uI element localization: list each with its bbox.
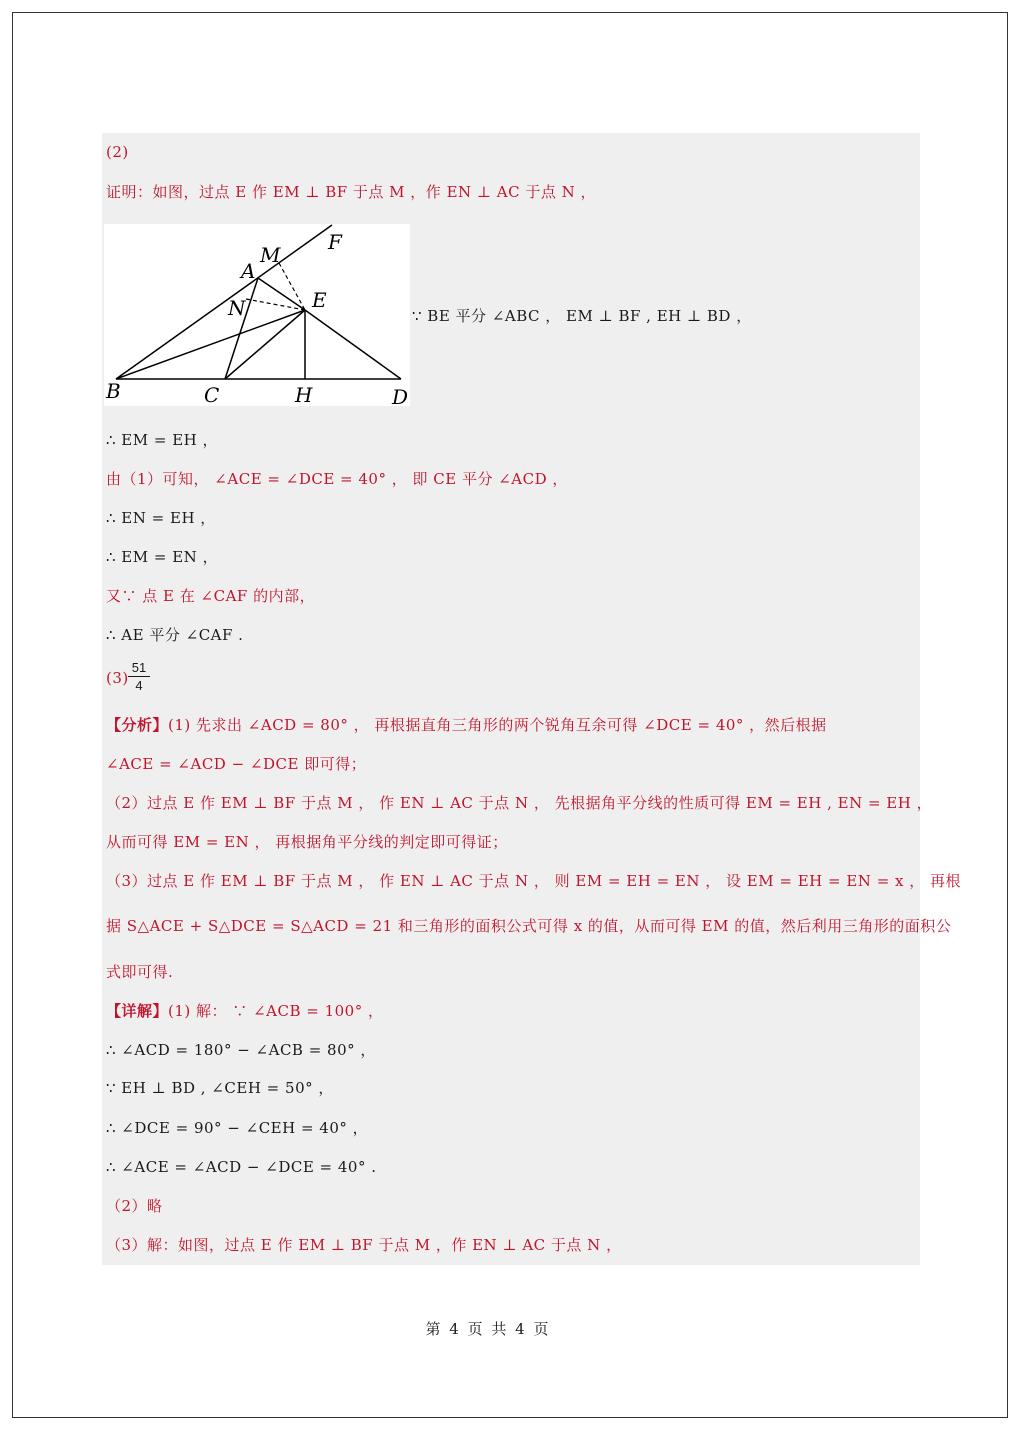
proof-intro: 证明：如图，过点 E 作 EM ⊥ BF 于点 M ，作 EN ⊥ AC 于点 N ，	[106, 183, 597, 201]
part2-heading: (2)	[106, 143, 129, 161]
analysis-tag: 【分析】	[106, 716, 169, 734]
label-a: A	[241, 259, 256, 283]
detail-line-7: （3）解：如图，过点 E 作 EM ⊥ BF 于点 M ，作 EN ⊥ AC 于点 N ，	[106, 1236, 622, 1254]
side-text	[412, 306, 752, 326]
detail-text-1: (1) 解： ∵ ∠ACB = 100° ，	[168, 1002, 384, 1020]
label-n: N	[228, 296, 246, 320]
detail-line-1	[106, 1001, 383, 1021]
step-1: ∴ EM = EH ，	[106, 431, 219, 449]
label-c: C	[204, 383, 220, 406]
step-2: 由（1）可知， ∠ACE = ∠DCE = 40° ， 即 CE 平分 ∠ACD ，	[106, 470, 568, 488]
analysis-line-1	[106, 715, 827, 735]
analysis-line-3: （2）过点 E 作 EM ⊥ BF 于点 M ， 作 EN ⊥ AC 于点 N ， 先根据角平分线的性质可得 EM = EH , EN = EH ，	[106, 794, 933, 812]
detail-tag: 【详解】	[106, 1002, 169, 1020]
label-h: H	[295, 383, 313, 406]
step-6: ∴ AE 平分 ∠CAF .	[106, 626, 244, 644]
step-4: ∴ EM = EN ，	[106, 548, 219, 566]
detail-line-6: （2）略	[106, 1197, 163, 1215]
analysis-text-1: (1) 先求出 ∠ACD = 80° ， 再根据直角三角形的两个锐角互余可得 ∠DCE = 40° ，然后根据	[168, 716, 827, 734]
line-bf	[116, 225, 332, 379]
detail-line-3: ∵ EH ⊥ BD , ∠CEH = 50° ，	[106, 1079, 334, 1097]
side-text-content: ∵ BE 平分 ∠ABC ， EM ⊥ BF , EH ⊥ BD ，	[412, 307, 752, 325]
step-3: ∴ EN = EH ，	[106, 509, 216, 527]
line-em-dashed	[279, 263, 305, 310]
detail-line-5: ∴ ∠ACE = ∠ACD − ∠DCE = 40° .	[106, 1158, 377, 1176]
geometry-diagram	[104, 224, 410, 406]
page-footer: 第 4 页 共 4 页	[425, 1320, 551, 1338]
step-5: 又∵ 点 E 在 ∠CAF 的内部，	[106, 587, 316, 605]
label-f: F	[328, 230, 342, 254]
label-d: D	[392, 385, 409, 406]
analysis-line-4: 从而可得 EM = EN ， 再根据角平分线的判定即可得证；	[106, 833, 508, 851]
part3-label: (3)	[106, 669, 129, 687]
part3-fraction	[128, 660, 150, 695]
detail-line-2: ∴ ∠ACD = 180° − ∠ACB = 80° ，	[106, 1041, 376, 1059]
line-ed	[305, 310, 401, 379]
label-e: E	[312, 288, 327, 312]
label-b: B	[106, 379, 121, 403]
analysis-line-2: ∠ACE = ∠ACD − ∠DCE 即可得；	[106, 755, 367, 773]
label-m: M	[260, 243, 281, 267]
analysis-line-5: （3）过点 E 作 EM ⊥ BF 于点 M ， 作 EN ⊥ AC 于点 N ， 则 EM = EH = EN ， 设 EM = EH = EN = x ， 再根	[106, 872, 962, 890]
geometry-figure	[104, 224, 410, 406]
fraction-denominator: 4	[135, 678, 143, 693]
analysis-line-6: 据 S△ACE + S△DCE = S△ACD = 21 和三角形的面积公式可得 x 的值，从而可得 EM 的值，然后利用三角形的面积公	[106, 917, 952, 935]
analysis-line-7: 式即可得.	[106, 963, 174, 981]
line-be	[116, 310, 305, 379]
fraction-numerator: 51	[128, 660, 150, 677]
detail-line-4: ∴ ∠DCE = 90° − ∠CEH = 40° ，	[106, 1119, 369, 1137]
